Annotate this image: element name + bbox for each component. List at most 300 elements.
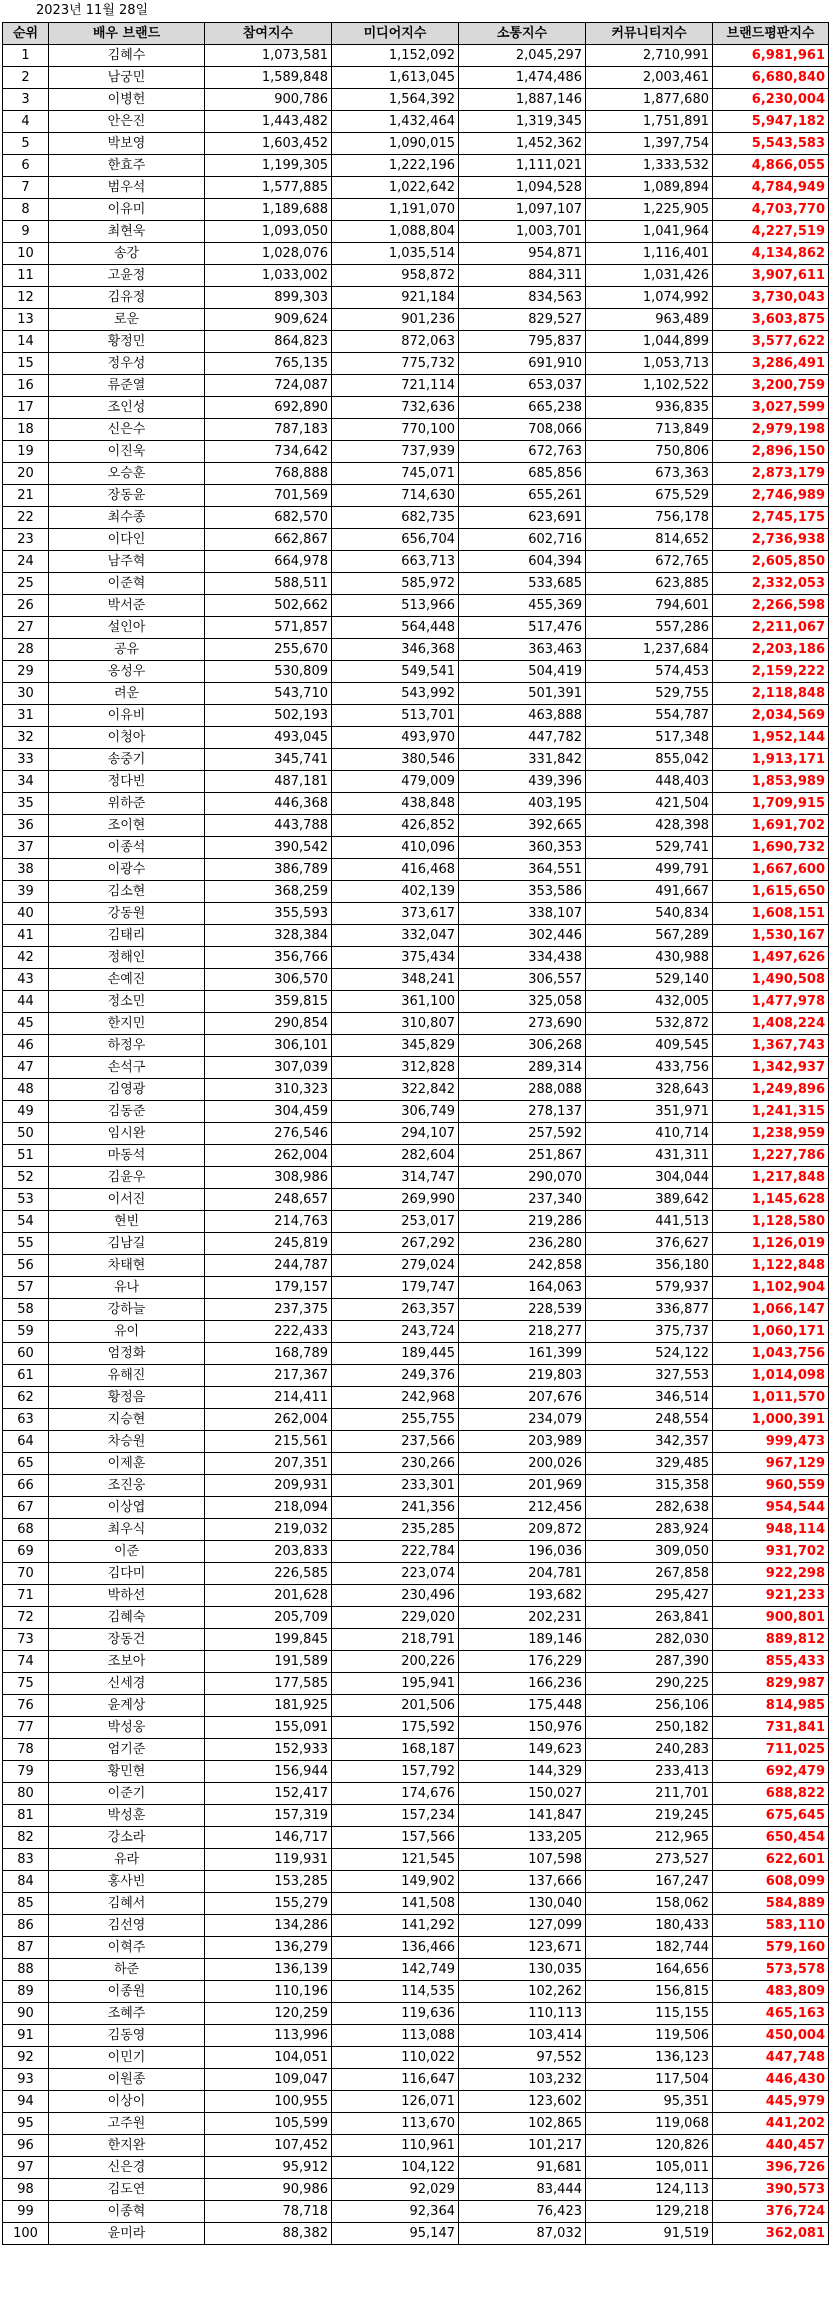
actor-name-cell: 김소현 <box>49 881 205 903</box>
rank-cell: 41 <box>3 925 49 947</box>
participation-index-cell: 177,585 <box>205 1673 332 1695</box>
actor-name-cell: 이다인 <box>49 529 205 551</box>
brand-reputation-index-cell: 931,702 <box>713 1541 829 1563</box>
community-index-cell: 91,519 <box>586 2223 713 2245</box>
actor-name-cell: 정우성 <box>49 353 205 375</box>
rank-cell: 39 <box>3 881 49 903</box>
communication-index-cell: 101,217 <box>459 2135 586 2157</box>
media-index-cell: 426,852 <box>332 815 459 837</box>
community-index-cell: 282,638 <box>586 1497 713 1519</box>
media-index-cell: 179,747 <box>332 1277 459 1299</box>
participation-index-cell: 1,028,076 <box>205 243 332 265</box>
actor-name-cell: 공유 <box>49 639 205 661</box>
community-index-cell: 963,489 <box>586 309 713 331</box>
communication-index-cell: 97,552 <box>459 2047 586 2069</box>
media-index-cell: 1,432,464 <box>332 111 459 133</box>
participation-index-cell: 543,710 <box>205 683 332 705</box>
media-index-cell: 1,035,514 <box>332 243 459 265</box>
community-index-cell: 389,642 <box>586 1189 713 1211</box>
participation-index-cell: 588,511 <box>205 573 332 595</box>
communication-index-cell: 439,396 <box>459 771 586 793</box>
participation-index-cell: 90,986 <box>205 2179 332 2201</box>
communication-index-cell: 102,865 <box>459 2113 586 2135</box>
table-row <box>3 1805 829 1827</box>
table-row <box>3 2157 829 2179</box>
participation-index-cell: 1,443,482 <box>205 111 332 133</box>
communication-index-cell: 501,391 <box>459 683 586 705</box>
community-index-cell: 2,710,991 <box>586 45 713 67</box>
community-index-cell: 579,937 <box>586 1277 713 1299</box>
rank-cell: 19 <box>3 441 49 463</box>
header-participation-index: 참여지수 <box>205 23 332 45</box>
communication-index-cell: 201,969 <box>459 1475 586 1497</box>
participation-index-cell: 95,912 <box>205 2157 332 2179</box>
table-row <box>3 551 829 573</box>
participation-index-cell: 219,032 <box>205 1519 332 1541</box>
brand-reputation-index-cell: 6,981,961 <box>713 45 829 67</box>
table-row <box>3 1431 829 1453</box>
brand-reputation-index-cell: 1,128,580 <box>713 1211 829 1233</box>
community-index-cell: 428,398 <box>586 815 713 837</box>
rank-cell: 68 <box>3 1519 49 1541</box>
brand-reputation-index-cell: 447,748 <box>713 2047 829 2069</box>
participation-index-cell: 226,585 <box>205 1563 332 1585</box>
communication-index-cell: 338,107 <box>459 903 586 925</box>
brand-reputation-index-cell: 6,680,840 <box>713 67 829 89</box>
media-index-cell: 168,187 <box>332 1739 459 1761</box>
brand-reputation-index-cell: 445,979 <box>713 2091 829 2113</box>
rank-cell: 55 <box>3 1233 49 1255</box>
communication-index-cell: 200,026 <box>459 1453 586 1475</box>
community-index-cell: 529,140 <box>586 969 713 991</box>
rank-cell: 57 <box>3 1277 49 1299</box>
community-index-cell: 1,053,713 <box>586 353 713 375</box>
rank-cell: 36 <box>3 815 49 837</box>
actor-name-cell: 이민기 <box>49 2047 205 2069</box>
participation-index-cell: 152,933 <box>205 1739 332 1761</box>
rank-cell: 79 <box>3 1761 49 1783</box>
communication-index-cell: 504,419 <box>459 661 586 683</box>
participation-index-cell: 276,546 <box>205 1123 332 1145</box>
brand-reputation-index-cell: 3,200,759 <box>713 375 829 397</box>
communication-index-cell: 219,803 <box>459 1365 586 1387</box>
table-row <box>3 1475 829 1497</box>
rank-cell: 89 <box>3 1981 49 2003</box>
brand-reputation-index-cell: 999,473 <box>713 1431 829 1453</box>
rank-cell: 63 <box>3 1409 49 1431</box>
media-index-cell: 312,828 <box>332 1057 459 1079</box>
table-row <box>3 375 829 397</box>
community-index-cell: 282,030 <box>586 1629 713 1651</box>
participation-index-cell: 368,259 <box>205 881 332 903</box>
media-index-cell: 332,047 <box>332 925 459 947</box>
brand-reputation-index-cell: 579,160 <box>713 1937 829 1959</box>
community-index-cell: 136,123 <box>586 2047 713 2069</box>
community-index-cell: 1,089,894 <box>586 177 713 199</box>
media-index-cell: 493,970 <box>332 727 459 749</box>
rank-cell: 86 <box>3 1915 49 1937</box>
communication-index-cell: 144,329 <box>459 1761 586 1783</box>
communication-index-cell: 219,286 <box>459 1211 586 1233</box>
actor-name-cell: 이서진 <box>49 1189 205 1211</box>
community-index-cell: 256,106 <box>586 1695 713 1717</box>
table-row <box>3 705 829 727</box>
communication-index-cell: 278,137 <box>459 1101 586 1123</box>
rank-cell: 38 <box>3 859 49 881</box>
rank-cell: 96 <box>3 2135 49 2157</box>
participation-index-cell: 214,411 <box>205 1387 332 1409</box>
brand-reputation-index-cell: 1,145,628 <box>713 1189 829 1211</box>
participation-index-cell: 136,279 <box>205 1937 332 1959</box>
rank-cell: 85 <box>3 1893 49 1915</box>
table-row <box>3 199 829 221</box>
rank-cell: 66 <box>3 1475 49 1497</box>
media-index-cell: 116,647 <box>332 2069 459 2091</box>
brand-reputation-index-cell: 1,014,098 <box>713 1365 829 1387</box>
brand-reputation-index-cell: 5,543,583 <box>713 133 829 155</box>
media-index-cell: 126,071 <box>332 2091 459 2113</box>
community-index-cell: 448,403 <box>586 771 713 793</box>
communication-index-cell: 242,858 <box>459 1255 586 1277</box>
table-row <box>3 947 829 969</box>
media-index-cell: 269,990 <box>332 1189 459 1211</box>
participation-index-cell: 530,809 <box>205 661 332 683</box>
media-index-cell: 361,100 <box>332 991 459 1013</box>
rank-cell: 99 <box>3 2201 49 2223</box>
brand-reputation-index-cell: 2,332,053 <box>713 573 829 595</box>
community-index-cell: 263,841 <box>586 1607 713 1629</box>
rank-cell: 35 <box>3 793 49 815</box>
rank-cell: 70 <box>3 1563 49 1585</box>
actor-name-cell: 김선영 <box>49 1915 205 1937</box>
brand-reputation-index-cell: 1,000,391 <box>713 1409 829 1431</box>
community-index-cell: 794,601 <box>586 595 713 617</box>
rank-cell: 15 <box>3 353 49 375</box>
communication-index-cell: 141,847 <box>459 1805 586 1827</box>
media-index-cell: 229,020 <box>332 1607 459 1629</box>
communication-index-cell: 196,036 <box>459 1541 586 1563</box>
media-index-cell: 233,301 <box>332 1475 459 1497</box>
brand-reputation-index-cell: 1,615,650 <box>713 881 829 903</box>
community-index-cell: 182,744 <box>586 1937 713 1959</box>
header-actor-brand: 배우 브랜드 <box>49 23 205 45</box>
rank-cell: 56 <box>3 1255 49 1277</box>
communication-index-cell: 834,563 <box>459 287 586 309</box>
rank-cell: 25 <box>3 573 49 595</box>
actor-name-cell: 한효주 <box>49 155 205 177</box>
rank-cell: 24 <box>3 551 49 573</box>
rank-cell: 17 <box>3 397 49 419</box>
media-index-cell: 263,357 <box>332 1299 459 1321</box>
actor-name-cell: 임시완 <box>49 1123 205 1145</box>
community-index-cell: 672,765 <box>586 551 713 573</box>
brand-reputation-index-cell: 1,367,743 <box>713 1035 829 1057</box>
table-header-row <box>3 23 829 45</box>
participation-index-cell: 248,657 <box>205 1189 332 1211</box>
participation-index-cell: 390,542 <box>205 837 332 859</box>
communication-index-cell: 363,463 <box>459 639 586 661</box>
table-row <box>3 309 829 331</box>
table-row <box>3 1321 829 1343</box>
rank-cell: 5 <box>3 133 49 155</box>
communication-index-cell: 1,887,146 <box>459 89 586 111</box>
community-index-cell: 431,311 <box>586 1145 713 1167</box>
table-row <box>3 1739 829 1761</box>
rank-cell: 32 <box>3 727 49 749</box>
communication-index-cell: 364,551 <box>459 859 586 881</box>
participation-index-cell: 502,193 <box>205 705 332 727</box>
participation-index-cell: 262,004 <box>205 1409 332 1431</box>
media-index-cell: 1,022,642 <box>332 177 459 199</box>
rank-cell: 43 <box>3 969 49 991</box>
media-index-cell: 513,966 <box>332 595 459 617</box>
communication-index-cell: 884,311 <box>459 265 586 287</box>
brand-reputation-index-cell: 584,889 <box>713 1893 829 1915</box>
actor-name-cell: 정해인 <box>49 947 205 969</box>
communication-index-cell: 533,685 <box>459 573 586 595</box>
brand-reputation-index-cell: 960,559 <box>713 1475 829 1497</box>
table-row <box>3 749 829 771</box>
community-index-cell: 329,485 <box>586 1453 713 1475</box>
communication-index-cell: 665,238 <box>459 397 586 419</box>
community-index-cell: 211,701 <box>586 1783 713 1805</box>
table-row <box>3 1937 829 1959</box>
brand-reputation-index-cell: 2,979,198 <box>713 419 829 441</box>
community-index-cell: 574,453 <box>586 661 713 683</box>
communication-index-cell: 672,763 <box>459 441 586 463</box>
participation-index-cell: 701,569 <box>205 485 332 507</box>
community-index-cell: 120,826 <box>586 2135 713 2157</box>
community-index-cell: 119,068 <box>586 2113 713 2135</box>
table-row <box>3 1387 829 1409</box>
brand-reputation-index-cell: 3,603,875 <box>713 309 829 331</box>
actor-name-cell: 차승원 <box>49 1431 205 1453</box>
table-row <box>3 2201 829 2223</box>
actor-name-cell: 려운 <box>49 683 205 705</box>
brand-reputation-index-cell: 3,286,491 <box>713 353 829 375</box>
table-row <box>3 287 829 309</box>
actor-name-cell: 강하늘 <box>49 1299 205 1321</box>
communication-index-cell: 164,063 <box>459 1277 586 1299</box>
table-row <box>3 1607 829 1629</box>
community-index-cell: 1,333,532 <box>586 155 713 177</box>
actor-name-cell: 이종석 <box>49 837 205 859</box>
actor-name-cell: 정다빈 <box>49 771 205 793</box>
rank-cell: 28 <box>3 639 49 661</box>
table-row <box>3 2091 829 2113</box>
brand-reputation-index-cell: 376,724 <box>713 2201 829 2223</box>
actor-name-cell: 엄기준 <box>49 1739 205 1761</box>
actor-name-cell: 로운 <box>49 309 205 331</box>
communication-index-cell: 204,781 <box>459 1563 586 1585</box>
table-row <box>3 969 829 991</box>
actor-name-cell: 김혜서 <box>49 1893 205 1915</box>
communication-index-cell: 234,079 <box>459 1409 586 1431</box>
participation-index-cell: 105,599 <box>205 2113 332 2135</box>
actor-name-cell: 이청아 <box>49 727 205 749</box>
actor-name-cell: 이유미 <box>49 199 205 221</box>
participation-index-cell: 207,351 <box>205 1453 332 1475</box>
media-index-cell: 174,676 <box>332 1783 459 1805</box>
actor-name-cell: 하준 <box>49 1959 205 1981</box>
table-row <box>3 837 829 859</box>
media-index-cell: 249,376 <box>332 1365 459 1387</box>
brand-reputation-index-cell: 2,605,850 <box>713 551 829 573</box>
actor-name-cell: 윤계상 <box>49 1695 205 1717</box>
brand-reputation-index-cell: 675,645 <box>713 1805 829 1827</box>
brand-reputation-index-cell: 1,126,019 <box>713 1233 829 1255</box>
participation-index-cell: 328,384 <box>205 925 332 947</box>
actor-name-cell: 이준혁 <box>49 573 205 595</box>
table-row <box>3 595 829 617</box>
community-index-cell: 219,245 <box>586 1805 713 1827</box>
actor-name-cell: 신은경 <box>49 2157 205 2179</box>
participation-index-cell: 493,045 <box>205 727 332 749</box>
actor-name-cell: 김동준 <box>49 1101 205 1123</box>
participation-index-cell: 502,662 <box>205 595 332 617</box>
table-row <box>3 67 829 89</box>
rank-cell: 7 <box>3 177 49 199</box>
brand-reputation-index-cell: 440,457 <box>713 2135 829 2157</box>
participation-index-cell: 218,094 <box>205 1497 332 1519</box>
header-community-index: 커뮤니티지수 <box>586 23 713 45</box>
media-index-cell: 136,466 <box>332 1937 459 1959</box>
brand-reputation-index-cell: 2,896,150 <box>713 441 829 463</box>
rank-cell: 87 <box>3 1937 49 1959</box>
table-row <box>3 243 829 265</box>
rank-cell: 97 <box>3 2157 49 2179</box>
participation-index-cell: 107,452 <box>205 2135 332 2157</box>
rank-cell: 37 <box>3 837 49 859</box>
community-index-cell: 1,044,899 <box>586 331 713 353</box>
table-row <box>3 1673 829 1695</box>
participation-index-cell: 306,101 <box>205 1035 332 1057</box>
actor-name-cell: 이준 <box>49 1541 205 1563</box>
community-index-cell: 756,178 <box>586 507 713 529</box>
brand-reputation-index-cell: 1,530,167 <box>713 925 829 947</box>
communication-index-cell: 207,676 <box>459 1387 586 1409</box>
communication-index-cell: 203,989 <box>459 1431 586 1453</box>
media-index-cell: 175,592 <box>332 1717 459 1739</box>
actor-name-cell: 현빈 <box>49 1211 205 1233</box>
media-index-cell: 95,147 <box>332 2223 459 2245</box>
communication-index-cell: 288,088 <box>459 1079 586 1101</box>
table-row <box>3 1585 829 1607</box>
rank-cell: 80 <box>3 1783 49 1805</box>
community-index-cell: 430,988 <box>586 947 713 969</box>
media-index-cell: 113,670 <box>332 2113 459 2135</box>
brand-reputation-index-cell: 3,027,599 <box>713 397 829 419</box>
rank-cell: 31 <box>3 705 49 727</box>
brand-reputation-index-cell: 1,217,848 <box>713 1167 829 1189</box>
table-row <box>3 925 829 947</box>
media-index-cell: 113,088 <box>332 2025 459 2047</box>
rank-cell: 6 <box>3 155 49 177</box>
communication-index-cell: 209,872 <box>459 1519 586 1541</box>
media-index-cell: 314,747 <box>332 1167 459 1189</box>
participation-index-cell: 146,717 <box>205 1827 332 1849</box>
media-index-cell: 737,939 <box>332 441 459 463</box>
participation-index-cell: 199,845 <box>205 1629 332 1651</box>
table-row <box>3 683 829 705</box>
rank-cell: 46 <box>3 1035 49 1057</box>
table-row <box>3 1189 829 1211</box>
rank-cell: 95 <box>3 2113 49 2135</box>
community-index-cell: 129,218 <box>586 2201 713 2223</box>
community-index-cell: 1,751,891 <box>586 111 713 133</box>
media-index-cell: 104,122 <box>332 2157 459 2179</box>
community-index-cell: 356,180 <box>586 1255 713 1277</box>
media-index-cell: 92,364 <box>332 2201 459 2223</box>
actor-name-cell: 김유정 <box>49 287 205 309</box>
actor-name-cell: 신세경 <box>49 1673 205 1695</box>
communication-index-cell: 87,032 <box>459 2223 586 2245</box>
actor-name-cell: 최현욱 <box>49 221 205 243</box>
table-row <box>3 639 829 661</box>
actor-name-cell: 류준열 <box>49 375 205 397</box>
table-row <box>3 1915 829 1937</box>
actor-name-cell: 정소민 <box>49 991 205 1013</box>
brand-reputation-index-cell: 900,801 <box>713 1607 829 1629</box>
actor-name-cell: 한지민 <box>49 1013 205 1035</box>
table-row <box>3 485 829 507</box>
participation-index-cell: 1,577,885 <box>205 177 332 199</box>
participation-index-cell: 110,196 <box>205 1981 332 2003</box>
brand-reputation-index-cell: 3,730,043 <box>713 287 829 309</box>
brand-reputation-index-cell: 889,812 <box>713 1629 829 1651</box>
communication-index-cell: 685,856 <box>459 463 586 485</box>
table-row <box>3 727 829 749</box>
participation-index-cell: 215,561 <box>205 1431 332 1453</box>
table-row <box>3 529 829 551</box>
participation-index-cell: 136,139 <box>205 1959 332 1981</box>
table-row <box>3 2047 829 2069</box>
community-index-cell: 376,627 <box>586 1233 713 1255</box>
rank-cell: 51 <box>3 1145 49 1167</box>
rank-cell: 81 <box>3 1805 49 1827</box>
rank-cell: 3 <box>3 89 49 111</box>
brand-reputation-index-cell: 450,004 <box>713 2025 829 2047</box>
communication-index-cell: 306,268 <box>459 1035 586 1057</box>
media-index-cell: 242,968 <box>332 1387 459 1409</box>
table-row <box>3 1409 829 1431</box>
actor-name-cell: 이종혁 <box>49 2201 205 2223</box>
participation-index-cell: 290,854 <box>205 1013 332 1035</box>
participation-index-cell: 88,382 <box>205 2223 332 2245</box>
participation-index-cell: 155,279 <box>205 1893 332 1915</box>
media-index-cell: 230,496 <box>332 1585 459 1607</box>
participation-index-cell: 304,459 <box>205 1101 332 1123</box>
brand-reputation-index-cell: 362,081 <box>713 2223 829 2245</box>
brand-reputation-index-cell: 441,202 <box>713 2113 829 2135</box>
actor-name-cell: 조보아 <box>49 1651 205 1673</box>
communication-index-cell: 653,037 <box>459 375 586 397</box>
actor-name-cell: 장동윤 <box>49 485 205 507</box>
communication-index-cell: 2,045,297 <box>459 45 586 67</box>
table-row <box>3 397 829 419</box>
participation-index-cell: 692,890 <box>205 397 332 419</box>
community-index-cell: 936,835 <box>586 397 713 419</box>
communication-index-cell: 257,592 <box>459 1123 586 1145</box>
media-index-cell: 200,226 <box>332 1651 459 1673</box>
table-row <box>3 133 829 155</box>
table-row <box>3 1145 829 1167</box>
communication-index-cell: 251,867 <box>459 1145 586 1167</box>
media-index-cell: 682,735 <box>332 507 459 529</box>
rank-cell: 61 <box>3 1365 49 1387</box>
participation-index-cell: 1,199,305 <box>205 155 332 177</box>
actor-name-cell: 이혁주 <box>49 1937 205 1959</box>
